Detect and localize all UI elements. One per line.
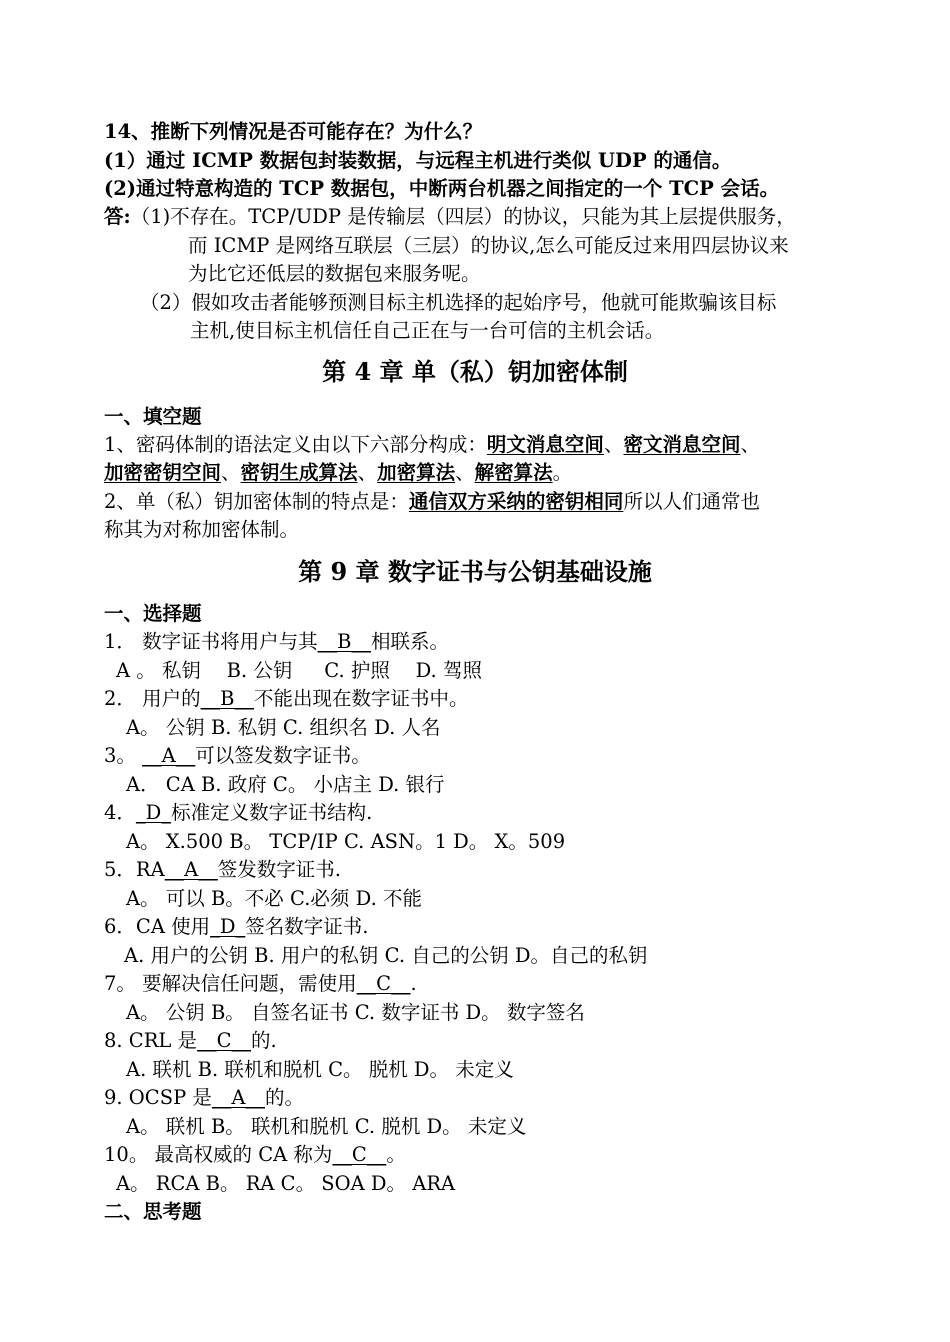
question-answer: __C__ [356, 972, 411, 995]
answer-encryption-key-space: 加密密钥空间 [104, 461, 222, 484]
question-text: 10。 最高权威的 CA 称为 [104, 1143, 333, 1166]
chapter-9-heading: 第 9 章 数字证书与公钥基础设施 [298, 557, 652, 586]
separator: 、 [221, 461, 241, 484]
question-text-end: 签发数字证书. [217, 858, 341, 881]
ch4-section-fill-blank: 一、填空题 [104, 405, 202, 428]
question-7-options: A。 公钥 B。 自签名证书 C. 数字证书 D。 数字签名 [126, 1001, 585, 1024]
ch4-q2-line-2: 称其为对称加密体制。 [104, 518, 300, 541]
question-8 [104, 1027, 277, 1055]
answer-same-key: 通信双方采纳的密钥相同 [408, 490, 624, 513]
q14-answer-line-2: 而 ICMP 是网络互联层（三层）的协议,怎么可能反过来用四层协议来 [188, 234, 789, 257]
question-answer: __B__ [200, 687, 254, 710]
question-text: 6．CA 使用 [104, 915, 211, 938]
separator: 、 [740, 433, 760, 456]
question-text: 3。 [104, 744, 143, 767]
q14-item-1: (1）通过 ICMP 数据包封装数据，与远程主机进行类似 UDP 的通信。 [104, 149, 732, 172]
question-2-options: A。 公钥 B. 私钥 C. 组织名 D. 人名 [126, 716, 441, 739]
question-4-options: A。 X.500 B。 TCP/IP C. ASN。1 D。 X。509 [126, 830, 566, 853]
separator: 、 [455, 461, 475, 484]
question-answer: __B__ [317, 630, 371, 653]
answer-key-generation: 密钥生成算法 [240, 461, 358, 484]
question-3-options: A． CA B. 政府 C。 小店主 D. 银行 [126, 773, 445, 796]
question-9-options: A。 联机 B。 联机和脱机 C. 脱机 D。 未定义 [126, 1115, 527, 1138]
question-6-options: A. 用户的公钥 B. 用户的私钥 C. 自己的公钥 D。自己的私钥 [124, 944, 648, 967]
q14-answer-line-3: 为比它还低层的数据包来服务呢。 [188, 262, 481, 285]
question-text-end: . [410, 972, 417, 995]
q14-item-2: (2)通过特意构造的 TCP 数据包，中断两台机器之间指定的一个 TCP 会话。 [104, 177, 780, 200]
question-text-end: 不能出现在数字证书中。 [253, 687, 469, 710]
question-5 [104, 856, 341, 884]
question-text-end: 标准定义数字证书结构. [171, 801, 373, 824]
question-answer: __A__ [211, 1086, 265, 1109]
question-text: 9. OCSP 是 [104, 1086, 212, 1109]
question-10-options: A。 RCA B。 RA C。 SOA D。 ARA [116, 1172, 456, 1195]
question-2 [104, 685, 468, 713]
question-text-end: 。 [386, 1143, 406, 1166]
question-1 [104, 628, 449, 656]
ch4-q2-suffix: 所以人们通常也 [623, 490, 760, 513]
separator: 、 [357, 461, 378, 484]
q14-title: 14、推断下列情况是否可能存在？为什么？ [104, 120, 483, 143]
period: 。 [552, 461, 573, 484]
answer-encryption-algorithm: 加密算法 [377, 461, 456, 484]
chapter-4-heading: 第 4 章 单（私）钥加密体制 [322, 357, 628, 386]
question-answer: _D_ [135, 801, 172, 824]
question-text: 4． [104, 801, 136, 824]
q14-answer-line-1 [104, 203, 796, 231]
question-8-options: A. 联机 B. 联机和脱机 C。 脱机 D。 未定义 [126, 1058, 514, 1081]
question-text: 7。 要解决信任问题，需使用 [104, 972, 357, 995]
answer-plaintext-space: 明文消息空间 [486, 433, 604, 456]
question-text: 8. CRL 是 [104, 1029, 198, 1052]
question-text-end: 的。 [264, 1086, 304, 1109]
question-text: 2． 用户的 [104, 687, 201, 710]
question-text: 1． 数字证书将用户与其 [104, 630, 318, 653]
question-7 [104, 970, 417, 998]
q14-answer-2-line-2: 主机,使目标主机信任自己正在与一台可信的主机会话。 [190, 319, 665, 342]
question-answer: __C__ [332, 1143, 387, 1166]
question-answer: __A__ [164, 858, 218, 881]
ch4-q2-prefix: 2、单（私）钥加密体制的特点是： [104, 490, 409, 513]
question-9 [104, 1084, 304, 1112]
answer-label: 答: [104, 205, 131, 228]
question-text-end: 的. [250, 1029, 277, 1052]
question-4 [104, 799, 372, 827]
answer-ciphertext-space: 密文消息空间 [623, 433, 741, 456]
question-10 [104, 1141, 406, 1169]
question-1-options: A 。 私钥 B. 公钥 C. 护照 D. 驾照 [116, 659, 482, 682]
question-5-options: A。 可以 B。不必 C.必须 D. 不能 [126, 887, 422, 910]
ch9-section-choice: 一、选择题 [104, 602, 202, 625]
answer-decryption-algorithm: 解密算法 [474, 461, 553, 484]
q14-answer-2-line-1: （2）假如攻击者能够预测目标主机选择的起始序号，他就可能欺骗该目标 [140, 291, 777, 314]
question-answer: __A__ [142, 744, 196, 767]
ch4-q1-line-1 [104, 431, 760, 459]
ch4-q1-line-2 [104, 459, 572, 487]
question-answer: __C__ [197, 1029, 251, 1052]
ch4-q2-line-1 [104, 488, 760, 516]
question-6 [104, 913, 368, 941]
question-3 [104, 742, 371, 770]
ch9-section-thinking: 二、思考题 [104, 1200, 202, 1223]
separator: 、 [603, 433, 624, 456]
question-answer: _D_ [210, 915, 246, 938]
question-text-end: 签名数字证书. [245, 915, 369, 938]
question-text-end: 相联系。 [370, 630, 449, 653]
answer-1-text: （1)不存在。TCP/UDP 是传输层（四层）的协议，只能为其上层提供服务， [130, 205, 796, 228]
ch4-q1-prefix: 1、密码体制的语法定义由以下六部分构成： [104, 433, 487, 456]
question-text-end: 可以签发数字证书。 [195, 744, 371, 767]
question-text: 5．RA [104, 858, 165, 881]
